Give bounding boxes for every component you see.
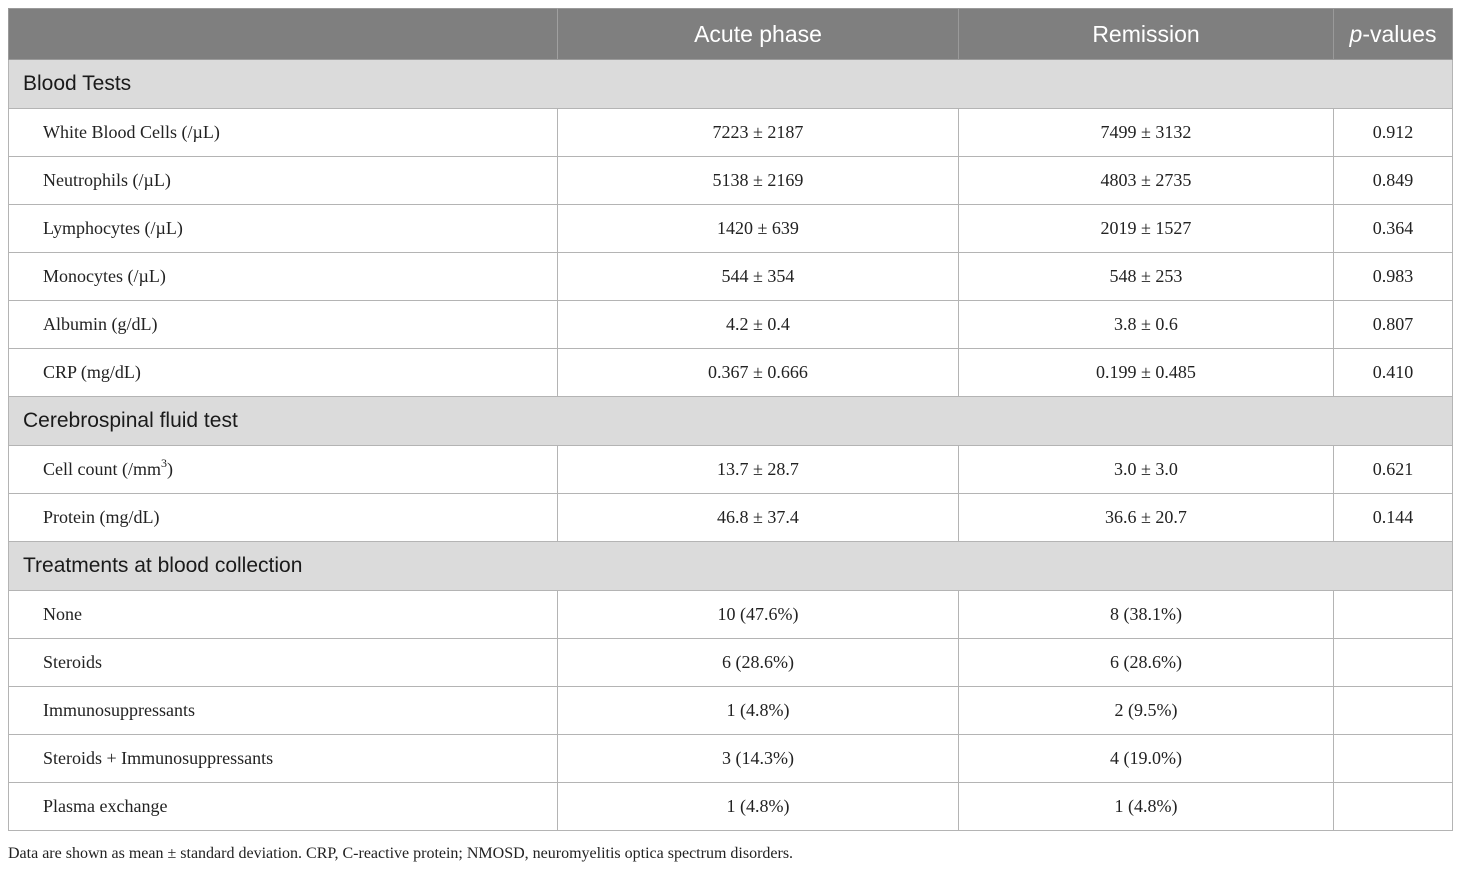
row-label bbox=[9, 205, 558, 253]
acute-phase-value: 4.2 ± 0.4 bbox=[558, 301, 959, 349]
row-label bbox=[9, 639, 558, 687]
row-label bbox=[9, 783, 558, 831]
table-row bbox=[9, 205, 1453, 253]
p-value: 0.983 bbox=[1334, 253, 1453, 301]
remission-value: 3.8 ± 0.6 bbox=[959, 301, 1334, 349]
table-row bbox=[9, 783, 1453, 831]
remission-value: 1 (4.8%) bbox=[959, 783, 1334, 831]
acute-phase-value: 0.367 ± 0.666 bbox=[558, 349, 959, 397]
row-label-text: White Blood Cells (/µL) bbox=[43, 122, 220, 142]
acute-phase-value: 6 (28.6%) bbox=[558, 639, 959, 687]
acute-phase-value: 1 (4.8%) bbox=[558, 783, 959, 831]
remission-value: 4 (19.0%) bbox=[959, 735, 1334, 783]
header-p-rest: -values bbox=[1362, 20, 1437, 47]
acute-phase-value: 3 (14.3%) bbox=[558, 735, 959, 783]
table-row bbox=[9, 494, 1453, 542]
header-p-italic: p bbox=[1349, 20, 1363, 47]
header-blank-cell bbox=[9, 9, 558, 60]
row-label bbox=[9, 109, 558, 157]
acute-phase-value: 5138 ± 2169 bbox=[558, 157, 959, 205]
section-title: Cerebrospinal fluid test bbox=[9, 397, 1453, 446]
remission-value: 4803 ± 2735 bbox=[959, 157, 1334, 205]
table-row bbox=[9, 591, 1453, 639]
table-row bbox=[9, 735, 1453, 783]
row-label bbox=[9, 157, 558, 205]
remission-value: 36.6 ± 20.7 bbox=[959, 494, 1334, 542]
remission-value: 7499 ± 3132 bbox=[959, 109, 1334, 157]
remission-value: 3.0 ± 3.0 bbox=[959, 446, 1334, 494]
row-label-text: Immunosuppressants bbox=[43, 700, 195, 720]
section-title: Treatments at blood collection bbox=[9, 542, 1453, 591]
table-row bbox=[9, 253, 1453, 301]
p-value: 0.912 bbox=[1334, 109, 1453, 157]
row-label-text: Monocytes (/µL) bbox=[43, 266, 166, 286]
row-label-text: CRP (mg/dL) bbox=[43, 362, 141, 382]
row-label bbox=[9, 735, 558, 783]
remission-value: 0.199 ± 0.485 bbox=[959, 349, 1334, 397]
p-value: 0.849 bbox=[1334, 157, 1453, 205]
row-label-suffix: ) bbox=[166, 459, 173, 479]
row-label-superscript: 3 bbox=[160, 456, 167, 470]
acute-phase-value: 13.7 ± 28.7 bbox=[558, 446, 959, 494]
acute-phase-value: 1420 ± 639 bbox=[558, 205, 959, 253]
row-label-text: Cell count (/mm bbox=[43, 459, 161, 479]
header-remission: Remission bbox=[959, 9, 1334, 60]
table-row bbox=[9, 687, 1453, 735]
row-label bbox=[9, 349, 558, 397]
remission-value: 2019 ± 1527 bbox=[959, 205, 1334, 253]
table-row bbox=[9, 157, 1453, 205]
row-label-text: Lymphocytes (/µL) bbox=[43, 218, 183, 238]
row-label bbox=[9, 687, 558, 735]
row-label bbox=[9, 446, 558, 494]
acute-phase-value: 10 (47.6%) bbox=[558, 591, 959, 639]
section-header-row bbox=[9, 60, 1453, 109]
table-footnote: Data are shown as mean ± standard deviation. CRP, C-reactive protein; NMOSD, neuromyelitis optica spectrum disorders. bbox=[8, 845, 794, 862]
header-acute-phase: Acute phase bbox=[558, 9, 959, 60]
row-label-text: None bbox=[43, 604, 82, 624]
table-row bbox=[9, 639, 1453, 687]
row-label bbox=[9, 591, 558, 639]
acute-phase-value: 1 (4.8%) bbox=[558, 687, 959, 735]
table-row bbox=[9, 446, 1453, 494]
remission-value: 8 (38.1%) bbox=[959, 591, 1334, 639]
p-value bbox=[1334, 591, 1453, 639]
p-value: 0.364 bbox=[1334, 205, 1453, 253]
p-value: 0.144 bbox=[1334, 494, 1453, 542]
row-label-text: Albumin (g/dL) bbox=[43, 314, 158, 334]
p-value bbox=[1334, 783, 1453, 831]
results-table bbox=[8, 8, 1453, 831]
p-value bbox=[1334, 735, 1453, 783]
p-value: 0.621 bbox=[1334, 446, 1453, 494]
section-title: Blood Tests bbox=[9, 60, 1453, 109]
remission-value: 2 (9.5%) bbox=[959, 687, 1334, 735]
acute-phase-value: 46.8 ± 37.4 bbox=[558, 494, 959, 542]
p-value bbox=[1334, 639, 1453, 687]
section-header-row bbox=[9, 397, 1453, 446]
table-row bbox=[9, 301, 1453, 349]
row-label-text: Plasma exchange bbox=[43, 796, 168, 816]
row-label-text: Neutrophils (/µL) bbox=[43, 170, 171, 190]
row-label bbox=[9, 301, 558, 349]
remission-value: 6 (28.6%) bbox=[959, 639, 1334, 687]
p-value: 0.807 bbox=[1334, 301, 1453, 349]
row-label bbox=[9, 494, 558, 542]
p-value: 0.410 bbox=[1334, 349, 1453, 397]
table-row bbox=[9, 109, 1453, 157]
table-header-row bbox=[9, 9, 1453, 60]
section-header-row bbox=[9, 542, 1453, 591]
acute-phase-value: 7223 ± 2187 bbox=[558, 109, 959, 157]
header-p-values bbox=[1334, 9, 1453, 60]
acute-phase-value: 544 ± 354 bbox=[558, 253, 959, 301]
row-label bbox=[9, 253, 558, 301]
row-label-text: Steroids + Immunosuppressants bbox=[43, 748, 274, 768]
row-label-text: Protein (mg/dL) bbox=[43, 507, 160, 527]
row-label-text: Steroids bbox=[43, 652, 103, 672]
table-body bbox=[9, 60, 1453, 831]
p-value bbox=[1334, 687, 1453, 735]
remission-value: 548 ± 253 bbox=[959, 253, 1334, 301]
table-row bbox=[9, 349, 1453, 397]
